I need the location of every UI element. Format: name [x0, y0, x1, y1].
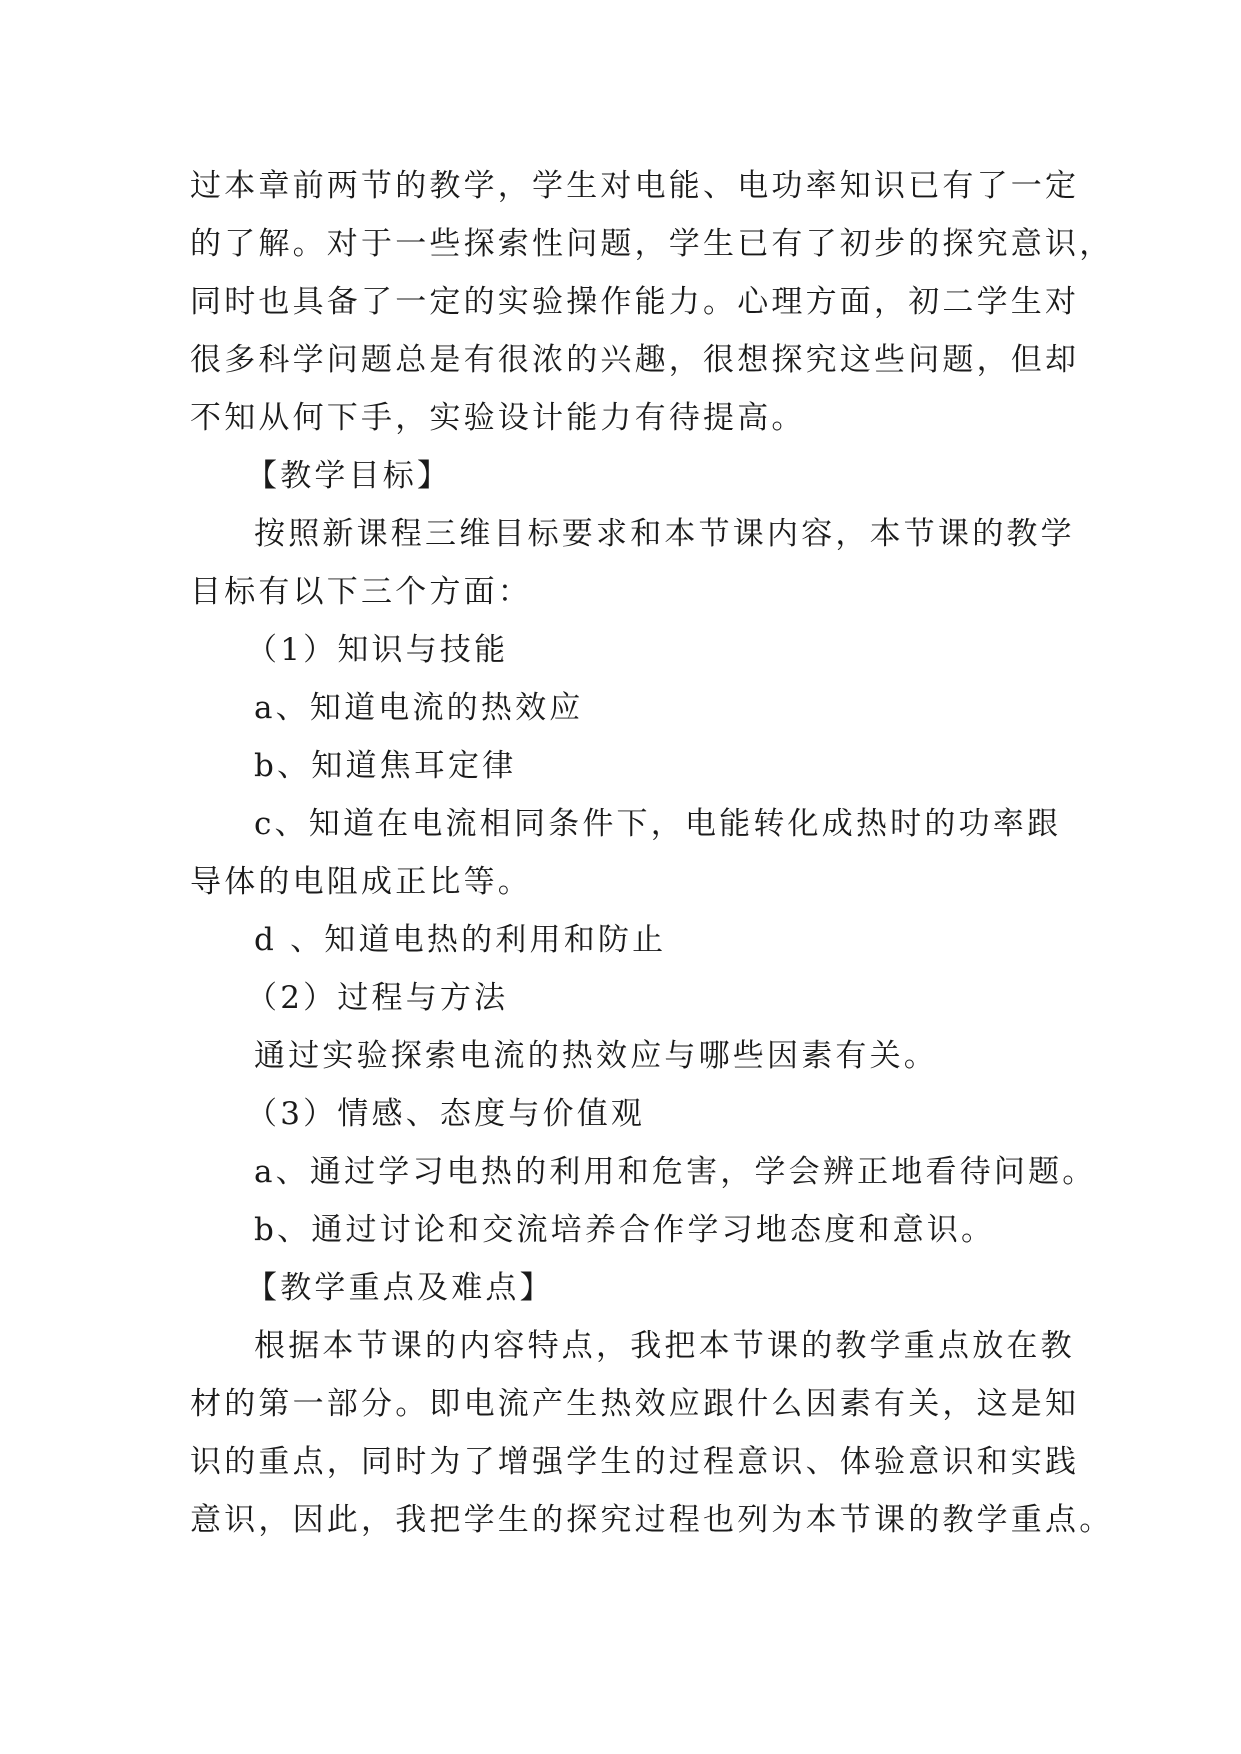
list-item: d 、知道电热的利用和防止 [254, 922, 667, 958]
paragraph-line: 很多科学问题总是有很浓的兴趣，很想探究这些问题，但却 [190, 342, 1080, 378]
section-heading: 【教学重点及难点】 [246, 1270, 554, 1306]
paragraph-line: 的了解。对于一些探索性问题，学生已有了初步的探究意识， [190, 226, 1114, 262]
paragraph-line: 不知从何下手，实验设计能力有待提高。 [190, 400, 806, 436]
list-heading: （2）过程与方法 [246, 980, 509, 1016]
paragraph-line: 材的第一部分。即电流产生热效应跟什么因素有关，这是知 [190, 1386, 1080, 1422]
list-heading: （3）情感、态度与价值观 [246, 1096, 646, 1132]
paragraph-line: 过本章前两节的教学，学生对电能、电功率知识已有了一定 [190, 168, 1080, 204]
paragraph-line: 识的重点，同时为了增强学生的过程意识、体验意识和实践 [190, 1444, 1080, 1480]
list-heading: （1）知识与技能 [246, 632, 509, 668]
list-item: a、通过学习电热的利用和危害，学会辨正地看待问题。 [254, 1154, 1097, 1190]
list-item: b、通过讨论和交流培养合作学习地态度和意识。 [254, 1212, 996, 1248]
paragraph-line: 同时也具备了一定的实验操作能力。心理方面，初二学生对 [190, 284, 1080, 320]
paragraph-line: 根据本节课的内容特点，我把本节课的教学重点放在教 [254, 1328, 1075, 1364]
paragraph-line: 目标有以下三个方面： [190, 574, 532, 610]
list-item: c、知道在电流相同条件下，电能转化成热时的功率跟 [254, 806, 1062, 842]
section-heading: 【教学目标】 [246, 458, 452, 494]
list-item: a、知道电流的热效应 [254, 690, 584, 726]
list-item: b、知道焦耳定律 [254, 748, 517, 784]
paragraph-line: 通过实验探索电流的热效应与哪些因素有关。 [254, 1038, 938, 1074]
paragraph-line: 意识，因此，我把学生的探究过程也列为本节课的教学重点。 [190, 1502, 1114, 1538]
paragraph-line: 按照新课程三维目标要求和本节课内容，本节课的教学 [254, 516, 1075, 552]
list-item-continued: 导体的电阻成正比等。 [190, 864, 532, 900]
